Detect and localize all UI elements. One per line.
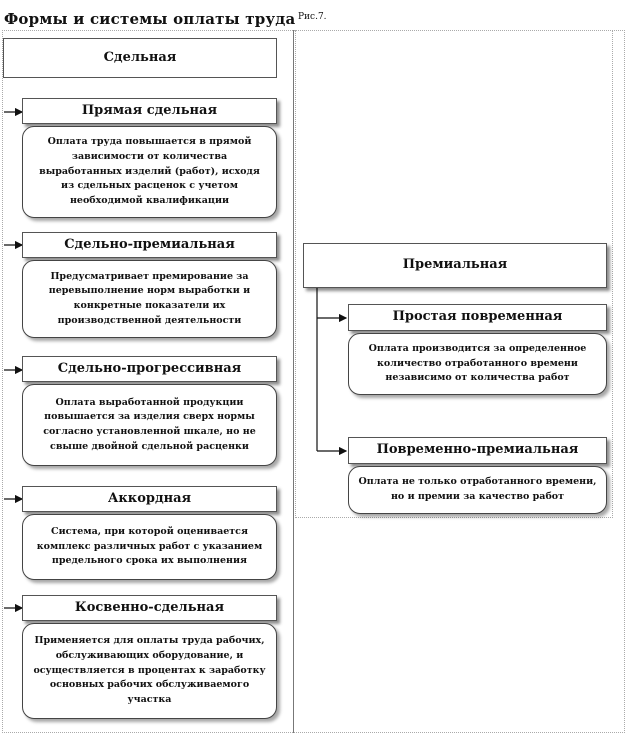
system-povremenno-premialnaya: Повременно-премиальная [348,437,607,464]
desc-sdelno-progressivnaya: Оплата выработанной продукции повышается за изделия сверх нормы согласно установленной шкале, но не свыше двойной сдельной расценки [22,384,277,466]
desc-povremenno-premialnaya: Оплата не только отработанного времени, но и премии за качество работ [348,466,607,514]
system-akkordnaya: Аккордная [22,486,277,512]
system-sdelno-premialnaya: Сдельно-премиальная [22,232,277,258]
desc-pryamaya-sdelnaya: Оплата труда повышается в прямой зависимости от количества выработанных изделий (работ), исходя из сдельных расценок с учетом необходимой квалификации [22,126,277,218]
desc-sdelno-premialnaya: Предусматривает премирование за перевыполнение норм выработки и конкретные показатели их производственной деятельности [22,260,277,338]
desc-prostaya-povremennaya: Оплата производится за определенное количество отработанного времени независимо от количества работ [348,333,607,395]
page-title: Формы и системы оплаты труда [4,10,296,28]
figure-label: Рис.7. [298,12,327,22]
header-sdelnaya: Сдельная [3,38,277,78]
system-sdelno-progressivnaya: Сдельно-прогрессивная [22,356,277,382]
header-premialnaya: Премиальная [303,243,607,288]
system-prostaya-povremennaya: Простая повременная [348,304,607,331]
system-pryamaya-sdelnaya: Прямая сдельная [22,98,277,124]
desc-akkordnaya: Система, при которой оценивается комплекс различных работ с указанием предельного срока их выполнения [22,514,277,580]
system-kosvenno-sdelnaya: Косвенно-сдельная [22,595,277,621]
desc-kosvenno-sdelnaya: Применяется для оплаты труда рабочих, обслуживающих оборудование, и осуществляется в процентах к заработку основных рабочих обслуживаемого участка [22,623,277,719]
